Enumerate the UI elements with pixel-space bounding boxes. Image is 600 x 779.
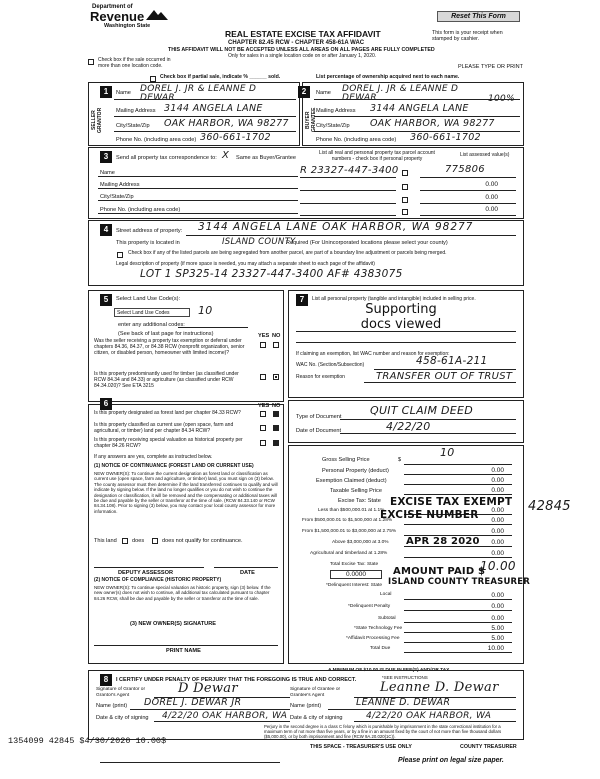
exempt-number-handwritten: 42845	[528, 499, 571, 514]
section-2-number: 2	[298, 86, 310, 98]
no-header: NO	[272, 333, 281, 339]
seller-mailing-label: Mailing Address	[116, 108, 156, 114]
q2-no-checkbox[interactable]	[273, 374, 279, 381]
print-legal-note: Please print on legal size paper.	[398, 757, 504, 764]
total-due-label: Total Due	[370, 646, 391, 651]
seller-name-value[interactable]: DOREL J. JR & LEANNE D DEWAR	[140, 84, 257, 103]
buyer-name-label: Name	[316, 90, 331, 96]
subtotal-label: Subtotal	[378, 616, 396, 621]
exemption-reason-value[interactable]: TRANSFER OUT OF TRUST	[376, 371, 513, 382]
delinquent-state-label: *Delinquent Interest: State	[326, 583, 382, 588]
yes-header: YES	[258, 333, 270, 339]
total-excise-value[interactable]: 0.0000	[330, 570, 382, 579]
multi-location-label: Check box if the sale occurred in more than one location code.	[98, 57, 171, 69]
delinquent-penalty-label: *Delinquent Penalty	[348, 604, 391, 609]
affidavit-fee-label: *Affidavit Processing Fee	[346, 636, 400, 641]
s3-city-label: City/State/Zip	[100, 194, 134, 200]
buyer-city-label: City/State/Zip	[316, 123, 350, 129]
seller-phone-value[interactable]: 360-661-1702	[200, 132, 271, 143]
excise-state-label: Excise Tax: State	[338, 498, 381, 504]
grantor-date-label: Date & city of signing	[96, 715, 149, 721]
assessed-value-2[interactable]: 0.00	[485, 181, 498, 188]
land-does-label: This land	[94, 538, 117, 544]
section-5-number: 5	[100, 294, 112, 306]
assessed-value-4[interactable]: 0.00	[485, 206, 498, 213]
seller-city-value[interactable]: OAK HARBOR, WA 98277	[164, 118, 289, 129]
grantor-signature[interactable]: D Dewar	[178, 681, 238, 696]
form-warning: THIS AFFIDAVIT WILL NOT BE ACCEPTED UNLESS ALL AREAS ON ALL PAGES ARE FULLY COMPLETED	[168, 47, 435, 53]
agri-value[interactable]: 0.00	[491, 550, 504, 557]
grantee-name-label: Name (print)	[290, 703, 322, 709]
receipt-line: 1354099 42845 $4/30/2020 10.00$	[8, 736, 167, 746]
forest-land-question: Is this property designated as forest land per chapter 84.33 RCW?	[94, 410, 241, 416]
amount-paid-stamp: AMOUNT PAID $	[393, 566, 486, 577]
taxable-value[interactable]: 0.00	[491, 487, 504, 494]
notice2-title: (2) NOTICE OF COMPLIANCE (HISTORIC PROPERTY)	[94, 577, 222, 583]
timber-question: Is this property predominantly used for timber (as classified under RCW 84.34 and 84.33) or agriculture (as classified under RCW 84.34.020)? See ETA 3215	[94, 371, 239, 389]
personal-deduct-label: Personal Property (deduct)	[322, 468, 389, 474]
current-use-question: Is this property classified as current use (open space, farm and agricultural, or timber) land per chapter 84.34 RCW?	[94, 422, 234, 434]
buyer-city-value[interactable]: OAK HARBOR, WA 98277	[370, 118, 495, 129]
deputy-assessor-label: DEPUTY ASSESSOR	[118, 570, 174, 576]
logo-agency: Revenue	[90, 8, 145, 24]
seller-mailing-value[interactable]: 3144 ANGELA LANE	[164, 103, 263, 114]
subtotal-value[interactable]: 0.00	[491, 615, 504, 622]
dor-logo	[90, 4, 170, 42]
parcel-3-checkbox[interactable]	[402, 197, 408, 204]
grantee-name-value[interactable]: LEANNE D. DEWAR	[356, 697, 451, 708]
bracket2-label: From $500,000.01 to $1,500,000 at 1.28%	[302, 518, 393, 523]
bracket2-value[interactable]: 0.00	[491, 517, 504, 524]
bracket3-value[interactable]: 0.00	[491, 528, 504, 535]
send-correspondence-label: Send all property tax correspondence to:	[116, 155, 217, 161]
does-not-checkbox[interactable]	[152, 538, 158, 545]
excise-exempt-stamp: EXCISE TAX EXEMPT	[390, 496, 513, 508]
s3-phone-label: Phone No. (including area code)	[100, 207, 181, 213]
does-label: does	[132, 538, 145, 544]
notice2-text: NEW OWNER(S): To continue special valuation as historic property, sign (3) below. If the new owner(s) does not wish to continue, all additional tax calculated pursuant to chapter 84.26 RCW, shall be due and payable by the seller or transferor at the time of sale.	[94, 585, 271, 601]
current-use-no-checkbox[interactable]	[273, 425, 279, 432]
exemption-deduct-value[interactable]: 0.00	[491, 477, 504, 484]
bracket1-label: Less than $500,000.01 at 1.1%	[318, 508, 385, 513]
form-chapter: CHAPTER 82.45 RCW - CHAPTER 458-61A WAC	[228, 40, 365, 46]
land-use-code-value[interactable]: 10	[198, 304, 213, 317]
buyer-side-label: BUYER GRANTEE	[305, 107, 317, 133]
agri-label: Agricultural and timberland at 1.28%	[310, 551, 388, 556]
additional-codes-label: enter any additional codes:	[118, 322, 185, 328]
bracket4-value[interactable]: 0.00	[491, 539, 504, 546]
gross-value[interactable]: 10	[440, 446, 455, 459]
parcel-4-checkbox[interactable]	[402, 209, 408, 216]
reset-form-button[interactable]	[437, 11, 520, 22]
print-name-label: PRINT NAME	[166, 648, 201, 654]
personal-property-label: List all personal property (tangible and intangible) included in selling price.	[312, 296, 476, 302]
partial-sale-label: Check box if partial sale, indicate % ______ sold.	[160, 74, 281, 80]
required-note: Required (For Unincorporated locations please select your county)	[286, 240, 448, 246]
assessed-value-3[interactable]: 0.00	[485, 194, 498, 201]
section-7-number: 7	[296, 294, 308, 306]
amount-paid-value: 10.00	[480, 559, 516, 573]
section-8-number: 8	[100, 674, 112, 686]
doc-date-label: Date of Document	[296, 428, 342, 434]
section-6-number: 6	[100, 398, 112, 410]
parcel-2-checkbox[interactable]	[402, 184, 408, 191]
notice1-text: NEW OWNER(S): To continue the current designation as forest land or classification as current use (open space, farm and agriculture, or timber) land, you must sign on (3) below. The county assessor must then determine if the land transferred continues to qualify and will indicate by signing below. If the land no longer qualifies or you do not wish to continue the designation or classification, it will be removed and the compensating or additional taxes will be due and payable by the seller or transferor at the time of sale. (RCW 84.33.140 or RCW 84.34.108). Prior to signing (3) below, you may contact your local county assessor for more information.	[94, 471, 278, 514]
receipt-note: This form is your receipt when stamped by cashier.	[432, 30, 503, 43]
located-in-label: This property is located in	[116, 240, 180, 246]
parcel-1-checkbox[interactable]	[402, 170, 408, 177]
perjury-note: Perjury in the second degree is a class C felony which is punishable by imprisonment in the state correctional institution for a maximum term of not more than five years, or by a fine in an amount fixed by the court of not more than five thousand dollars ($5,000.00), or by both imprisonment and fine (RCW 9A.20.020(1C)).	[264, 724, 502, 739]
see-back-note: (See back of last page for instructions)	[118, 331, 214, 337]
seller-city-label: City/State/Zip	[116, 123, 150, 129]
buyer-mailing-value[interactable]: 3144 ANGELA LANE	[370, 103, 469, 114]
tech-fee-label: *State Technology Fee	[354, 626, 403, 631]
historic-question: Is this property receiving special valuation as historical property per chapter 84.26 RCW?	[94, 437, 243, 449]
same-as-buyer-check[interactable]: X	[222, 150, 230, 161]
gross-label: Gross Selling Price	[322, 457, 370, 463]
personal-deduct-value[interactable]: 0.00	[491, 467, 504, 474]
exemption-deferral-question: Was the seller receiving a property tax exemption or deferral under chapters 84.36, 84.37, or 84.38 RCW (nonprofit organization, senior citizen, or disabled person, homeowner with limited income)?	[94, 338, 245, 356]
wac-value[interactable]: 458-61A-211	[416, 355, 488, 367]
supporting-docs-note: Supporting docs viewed	[360, 302, 442, 332]
grantee-date-label: Date & city of signing	[290, 715, 343, 721]
grantor-name-label: Name (print)	[96, 703, 128, 709]
local-value[interactable]: 0.00	[491, 592, 504, 599]
buyer-mailing-label: Mailing Address	[316, 108, 356, 114]
seller-name-label: Name	[116, 90, 131, 96]
certify-title: I CERTIFY UNDER PENALTY OF PERJURY THAT THE FOREGOING IS TRUE AND CORRECT.	[116, 677, 357, 683]
reset-button-label: Reset This Form	[451, 13, 506, 20]
logo-mountain-icon	[146, 8, 168, 20]
bracket4-label: Above $3,000,000 at 3.0%	[332, 540, 389, 545]
land-use-label: Select Land Use Code(s):	[116, 296, 181, 302]
segregated-checkbox[interactable]	[117, 252, 123, 259]
exemption-deduct-label: Exemption Claimed (deduct)	[316, 478, 387, 484]
buyer-percent-value[interactable]: 100%	[488, 94, 515, 104]
assessed-value-1[interactable]: 775806	[445, 164, 485, 175]
grantor-date-value[interactable]: 4/22/20 OAK HARBOR, WA	[162, 711, 288, 721]
multi-location-checkbox[interactable]	[88, 59, 94, 66]
section-3-number: 3	[100, 151, 112, 163]
q2-yes-checkbox[interactable]	[260, 374, 266, 381]
grantee-signature-label: Signature of Grantee or Grantee's Agent	[290, 687, 341, 698]
total-due-value[interactable]: 10.00	[487, 645, 504, 652]
doc-type-value[interactable]: QUIT CLAIM DEED	[370, 404, 474, 417]
logo-dept-line: Department of	[92, 4, 133, 10]
seller-phone-label: Phone No. (including area code)	[116, 137, 197, 143]
buyer-name-value[interactable]: DOREL J. JR & LEANNE D DEWAR	[342, 84, 459, 103]
answer-note: If any answers are yes, complete as instructed below.	[94, 454, 213, 460]
county-treasurer-label: COUNTY TREASURER	[460, 744, 517, 750]
section-4-number: 4	[100, 224, 112, 236]
located-in-value[interactable]: ISLAND COUNTY	[222, 237, 296, 247]
form-subtitle: Only for sales in a single location code on or after January 1, 2020.	[228, 53, 377, 59]
parcel-number-1[interactable]: R 23327-447-3400	[300, 165, 399, 176]
seller-side-label: SELLER GRANTOR	[91, 107, 103, 133]
doc-type-label: Type of Document	[296, 414, 342, 420]
land-use-select-text: Select Land Use Codes	[117, 310, 170, 316]
does-checkbox[interactable]	[122, 538, 128, 545]
section-1-number: 1	[100, 86, 112, 98]
yes-header-6: YES	[258, 403, 270, 409]
delinquent-penalty-value[interactable]: 0.00	[491, 603, 504, 610]
current-use-yes-checkbox[interactable]	[260, 425, 266, 432]
doc-date-value[interactable]: 4/22/20	[386, 420, 431, 433]
wac-label: WAC No. (Section/Subsection)	[296, 362, 365, 368]
no-header-6: NO	[272, 403, 281, 409]
total-excise-label: Total Excise Tax: State	[330, 562, 379, 567]
segregated-label: Check box if any of the listed parcels are being segregated from another parcel, are part of a boundary line adjustment or parcels being merged.	[128, 250, 447, 256]
notice1-title: (1) NOTICE OF CONTINUANCE (FOREST LAND OR CURRENT USE)	[94, 463, 254, 469]
does-not-label: does not qualify for continuance.	[162, 538, 243, 544]
historic-yes-checkbox[interactable]	[260, 440, 266, 447]
taxable-label: Taxable Selling Price	[330, 488, 382, 494]
bracket3-label: From $1,500,000.01 to $3,000,000 at 2.75%	[302, 529, 397, 534]
q1-no-checkbox[interactable]	[273, 342, 279, 349]
tech-fee-value[interactable]: 5.00	[491, 625, 504, 632]
logo-state: Washington State	[104, 22, 151, 29]
bracket1-value[interactable]: 0.00	[491, 507, 504, 514]
legal-description-value[interactable]: LOT 1 SP325-14 23327-447-3400 AF# 4383075	[140, 268, 403, 280]
type-or-print: PLEASE TYPE OR PRINT	[458, 64, 524, 70]
ownership-label: List percentage of ownership acquired next to each name.	[316, 74, 460, 80]
dollar-sign-gross: $	[398, 457, 402, 463]
forest-yes-checkbox[interactable]	[260, 411, 266, 418]
grantor-signature-label: Signature of Grantor or Grantor's Agent	[96, 687, 146, 698]
buyer-phone-value[interactable]: 360-661-1702	[410, 132, 481, 143]
legal-description-label: Legal description of property (if more space is needed, you may attach a separate sheet to each page of the affidavit)	[116, 261, 375, 267]
s3-name-label: Name	[100, 170, 115, 176]
exemption-reason-label: Reason for exemption	[296, 374, 345, 380]
affidavit-fee-value[interactable]: 5.00	[491, 635, 504, 642]
exemption-claim-label: If claiming an exemption, list WAC number and reason for exemption:	[296, 351, 450, 357]
grantor-name-value[interactable]: DOREL J. DEWAR JR	[144, 697, 242, 708]
form-title: REAL ESTATE EXCISE TAX AFFIDAVIT	[225, 29, 381, 39]
q1-yes-checkbox[interactable]	[260, 342, 266, 349]
paid-date-stamp: APR 28 2020	[406, 536, 480, 547]
same-as-buyer-label: Same as Buyer/Grantee	[236, 155, 297, 161]
street-address-label: Street address of property:	[116, 228, 183, 234]
deputy-date-label: DATE	[240, 570, 255, 576]
s3-mailing-label: Mailing Address	[100, 182, 140, 188]
forest-no-checkbox[interactable]	[273, 411, 279, 418]
historic-no-checkbox[interactable]	[273, 440, 279, 447]
treasurer-use-label: THIS SPACE - TREASURER'S USE ONLY	[310, 744, 412, 750]
grantee-date-value[interactable]: 4/22/20 OAK HARBOR, WA	[366, 711, 492, 721]
buyer-phone-label: Phone No. (including area code)	[316, 137, 397, 143]
treasurer-stamp: ISLAND COUNTY TREASURER	[388, 577, 531, 587]
street-address-value[interactable]: 3144 ANGELA LANE OAK HARBOR, WA 98277	[198, 221, 474, 233]
parcel-header: List all real and personal property tax parcel account numbers - check box if personal property	[319, 150, 435, 162]
see-instructions-note: *SEE INSTRUCTIONS	[382, 675, 428, 680]
assessed-header: List assessed value(s)	[460, 152, 510, 158]
grantee-signature[interactable]: Leanne D. Dewar	[380, 680, 499, 695]
land-use-select[interactable]	[114, 308, 190, 317]
minimum-due-note: A MINIMUM OF $10.00 IS DUE IN FEE(S) AND/OR TAX	[328, 668, 450, 673]
local-label: Local	[380, 592, 392, 597]
excise-number-stamp: EXCISE NUMBER	[380, 509, 479, 521]
new-owner-signature-label: (3) NEW OWNER(S) SIGNATURE	[130, 621, 216, 627]
